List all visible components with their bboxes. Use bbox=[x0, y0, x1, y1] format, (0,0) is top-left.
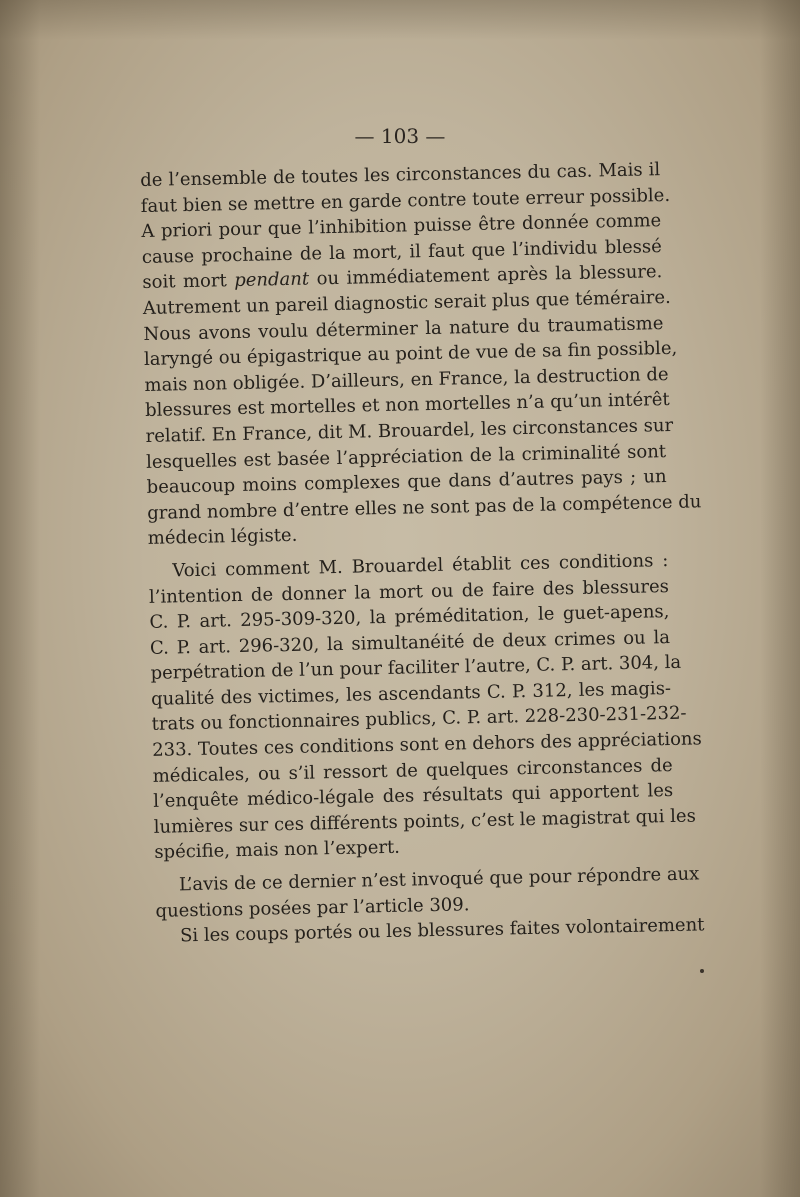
text-fragment: soit mort bbox=[142, 270, 227, 294]
italic-word: pendant bbox=[234, 268, 310, 292]
text-fragment: ou immédiatement après la blessure. bbox=[316, 261, 663, 290]
text-line: C. P. art. 296-320, la simultanéité de deux crimes ou la bbox=[149, 626, 671, 659]
text-line: perpétration de l’un pour faciliter l’autre, C. P. art. 304, la bbox=[150, 652, 682, 685]
paragraph-2 bbox=[148, 548, 703, 866]
text-line: médecin légiste. bbox=[147, 525, 298, 550]
text-line: lumières sur ces différents points, c’est le magistrat qui les bbox=[153, 805, 697, 838]
text-line: Voici comment M. Brouardel établit ces conditions : bbox=[172, 549, 669, 582]
text-line: de l’ensemble de toutes les circonstances du cas. Mais il bbox=[140, 159, 661, 191]
text-line: l’intention de donner la mort ou de faire des blessures bbox=[148, 575, 670, 608]
text-line: L’avis de ce dernier n’est invoqué que pour répondre aux bbox=[178, 863, 700, 896]
text-line: questions posées par l’article 309. bbox=[155, 893, 470, 922]
text-line: laryngé ou épigastrique au point de vue de sa fin possible, bbox=[143, 337, 678, 371]
text-line: Si les coups portés ou les blessures faites volontairement bbox=[179, 914, 705, 947]
paragraph-1 bbox=[140, 157, 702, 552]
text-line: spécifie, mais non l’expert. bbox=[154, 837, 401, 864]
page-number: — 103 — bbox=[354, 124, 446, 148]
text-line: beaucoup moins complexes que dans d’autres pays ; un bbox=[146, 466, 667, 499]
text-line: grand nombre d’entre elles ne sont pas de la compétence du bbox=[147, 491, 702, 524]
text-line: cause prochaine de la mort, il faut que l’individu blessé bbox=[141, 235, 662, 268]
text-line: blessures est mortelles et non mortelles n’a qu’un intérêt bbox=[144, 389, 670, 422]
text-line: l’enquête médico-légale des résultats qui apportent les bbox=[153, 780, 674, 813]
text-line: relatif. En France, dit M. Brouardel, les circonstances sur bbox=[145, 414, 674, 447]
ink-speck bbox=[700, 969, 704, 973]
text-line: lesquelles est basée l’appréciation de la criminalité sont bbox=[145, 440, 667, 473]
text-line: A priori pour que l’inhibition puisse être donnée comme bbox=[141, 210, 662, 243]
text-line: faut bien se mettre en garde contre toute erreur possible. bbox=[140, 184, 671, 217]
body-text bbox=[140, 157, 705, 950]
page-shadow-right bbox=[760, 0, 800, 1197]
text-line: mais non obligée. D’ailleurs, en France, la destruction de bbox=[144, 363, 669, 396]
text-line: 233. Toutes ces conditions sont en dehors des appréciations bbox=[151, 728, 703, 761]
text-line: C. P. art. 295-309-320, la préméditation, le guet-apens, bbox=[149, 601, 670, 633]
text-line: Autrement un pareil diagnostic serait plus que téméraire. bbox=[142, 286, 671, 319]
text-line: trats ou fonctionnaires publics, C. P. art. 228-230-231-232- bbox=[151, 703, 687, 736]
text-line: Nous avons voulu déterminer la nature du traumatisme bbox=[143, 312, 664, 345]
page-shadow-left bbox=[0, 0, 40, 1197]
text-line: médicales, ou s’il ressort de quelques circonstances de bbox=[152, 754, 673, 787]
text-line: qualité des victimes, les ascendants C. P. 312, les magis- bbox=[150, 677, 672, 710]
page-shadow-top bbox=[0, 0, 800, 40]
